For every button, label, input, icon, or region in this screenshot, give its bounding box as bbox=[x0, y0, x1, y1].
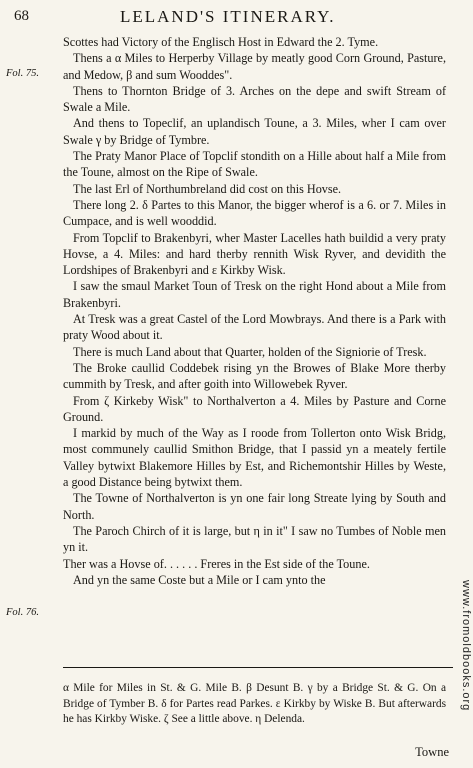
footnote-rule bbox=[63, 667, 453, 668]
paragraph: From Topclif to Brakenbyri, wher Master Lacelles hath buildid a very praty Hovse, a 4. Miles: and hard therby rennith Wisk Ryver, and devidith the Lordshipes of Brakenbyri and ε Kirkby Wisk. bbox=[63, 230, 446, 278]
page-number: 68 bbox=[14, 8, 29, 24]
paragraph: Thens a α Miles to Herperby Village by meatly good Corn Ground, Pasture, and Medow, β and sum Wooddes". bbox=[63, 51, 446, 82]
paragraph: At Tresk was a great Castel of the Lord Mowbrays. And there is a Park with praty Wood about it. bbox=[63, 312, 446, 343]
paragraph: I markid by much of the Way as I roode from Tollerton onto Wisk Bridg, most communely caullid Smithon Bridge, that I passid yn a meately fertile Valley bytwixt Blakemore Hilles by Est, and Richemontshir Hilles by Weste, a good Distance being bytwixt them. bbox=[63, 426, 446, 490]
paragraph: The Paroch Chirch of it is large, but η in it" I saw no Tumbes of Noble men yn it. bbox=[63, 523, 446, 555]
paragraph: The Broke caullid Coddebek rising yn the Browes of Blake More therby cummith by Tresk, and after goith into Willowebek Ryver. bbox=[63, 360, 446, 392]
paragraph: From ζ Kirkeby Wisk" to Northalverton a 4. Miles by Pasture and Corne Ground. bbox=[63, 393, 446, 424]
side-credit: www.fromoldbooks.org bbox=[460, 580, 472, 712]
paragraph: The last Erl of Northumbreland did cost on this Hovse. bbox=[73, 181, 342, 196]
paragraph: I saw the smaul Market Toun of Tresk on the right Hond about a Mile from Brakenbyri. bbox=[63, 279, 446, 310]
footnotes: α Mile for Miles in St. & G. Mile B. β Desunt B. γ by a Bridge St. & G. On a Bridge of Tymber B. δ for Partes read Parkes. ε Kirkby by Wiske B. But afterwards he has Kirkby Wiske. ζ See a little above. η Delenda. bbox=[63, 682, 446, 726]
paragraph: And yn the same Coste but a Mile or I cam ynto the bbox=[73, 572, 326, 587]
paragraph: There long 2. δ Partes to this Manor, the bigger wherof is a 6. or 7. Miles in Cumpace, and is well wooddid. bbox=[63, 197, 446, 229]
margin-note-fol-75: Fol. 75. bbox=[6, 68, 39, 79]
running-title: LELAND'S ITINERARY. bbox=[120, 7, 336, 26]
paragraph: The Towne of Northalverton is yn one fair long Streate lying by South and North. bbox=[63, 491, 446, 522]
paragraph: The Praty Manor Place of Topclif stondith on a Hille about half a Mile from the Toune, almost on the Ripe of Swale. bbox=[63, 149, 446, 180]
main-text bbox=[63, 34, 446, 588]
paragraph: Scottes had Victory of the Englisch Host in Edward the 2. Tyme. bbox=[63, 35, 379, 49]
paragraph: There is much Land about that Quarter, holden of the Signiorie of Tresk. bbox=[73, 344, 427, 359]
catchword: Towne bbox=[415, 745, 449, 759]
paragraph: Ther was a Hovse of. . . . . . Freres in the Est side of the Toune. bbox=[63, 556, 370, 571]
page-header bbox=[0, 6, 473, 30]
paragraph: And thens to Topeclif, an uplandisch Toune, a 3. Miles, wher I cam over Swale γ by Bridge of Tymbre. bbox=[63, 116, 446, 147]
paragraph: Thens to Thornton Bridge of 3. Arches on the depe and swift Stream of Swale a Mile. bbox=[63, 83, 446, 115]
margin-note-fol-76: Fol. 76. bbox=[6, 607, 39, 618]
